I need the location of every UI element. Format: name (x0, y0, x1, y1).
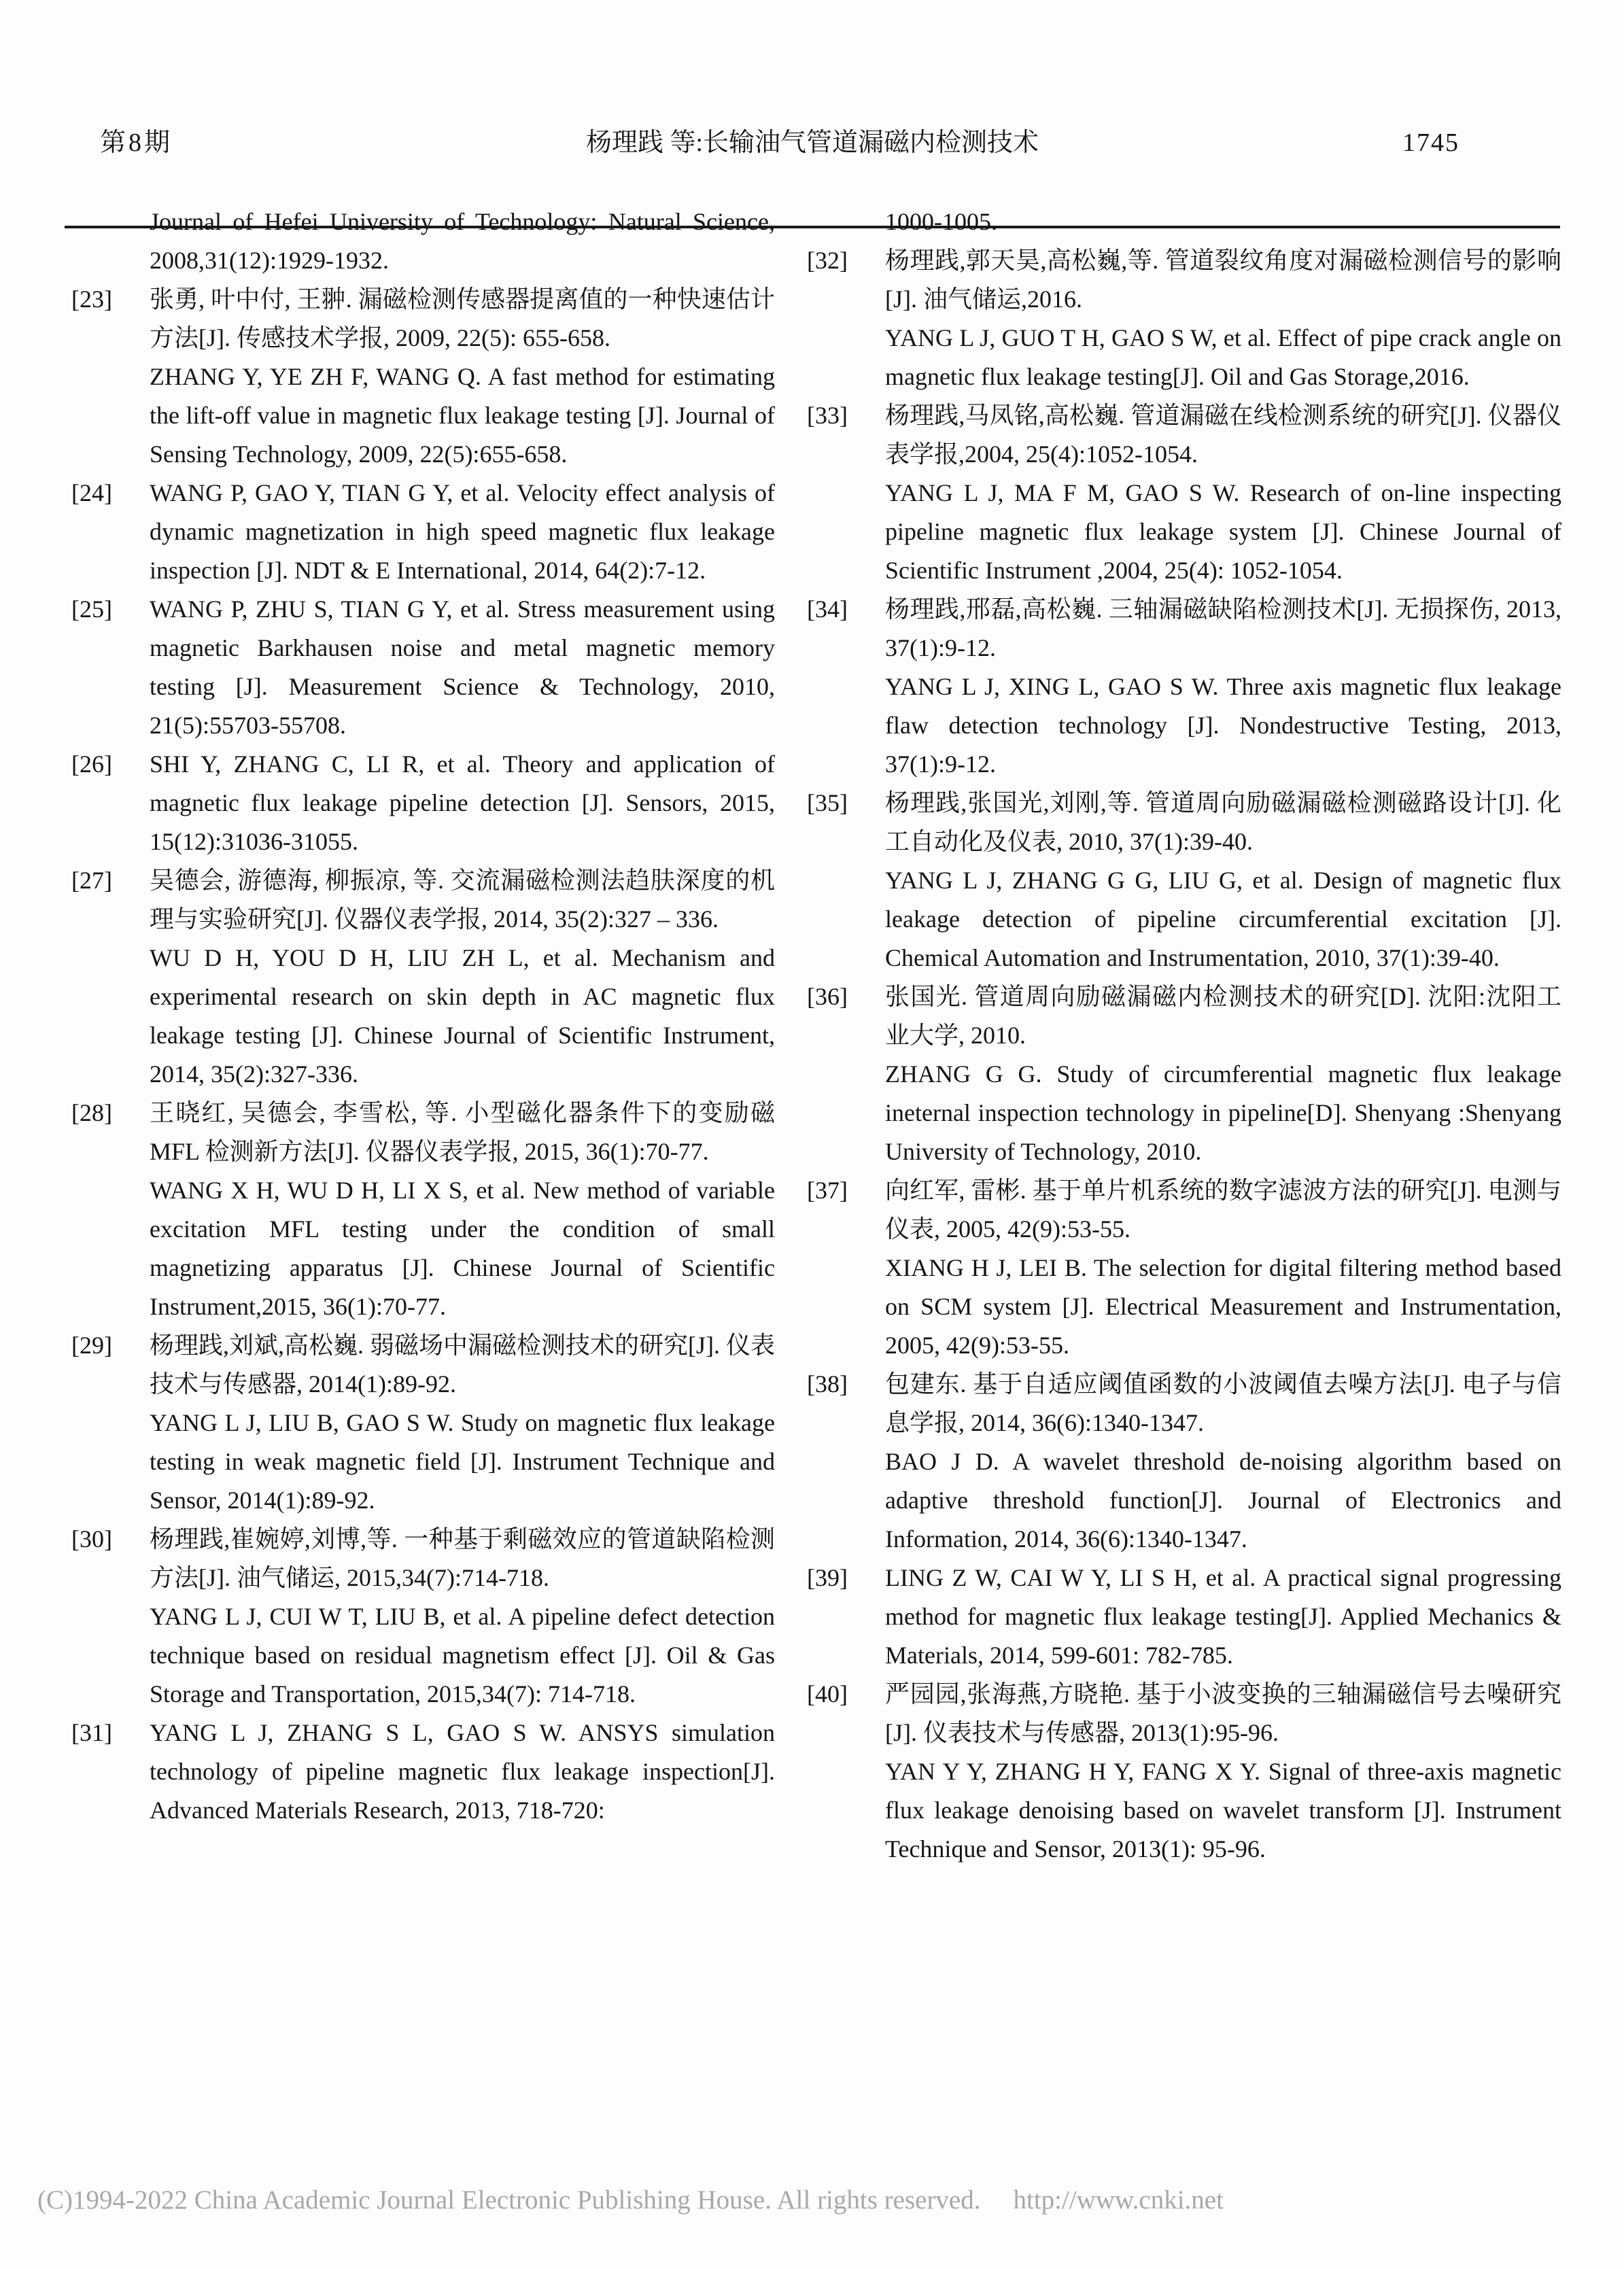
references-right-column (807, 203, 1561, 1869)
reference-text: SHI Y, ZHANG C, LI R, et al. Theory and application of magnetic flux leakage pipeline detection [J]. Sensors, 2015, 15(12):31036-31055. (150, 750, 775, 855)
reference-item (71, 1094, 775, 1326)
reference-text: 杨理践,马凤铭,高松巍. 管道漏磁在线检测系统的研究[J]. 仪器仪表学报,2004, 25(4):1052-1054. (885, 402, 1561, 468)
reference-text: WANG P, GAO Y, TIAN G Y, et al. Velocity effect analysis of dynamic magnetization in high speed magnetic flux leakage inspection [J]. NDT & E International, 2014, 64(2):7-12. (150, 479, 775, 584)
page-footer (37, 2183, 1587, 2217)
reference-text: YAN Y Y, ZHANG H Y, FANG X Y. Signal of three-axis magnetic flux leakage denoising based on wavelet transform [J]. Instrument Technique and Sensor, 2013(1): 95-96. (885, 1758, 1561, 1863)
reference-text: YANG L J, ZHANG G G, LIU G, et al. Design of magnetic flux leakage detection of pipeline circumferential excitation [J]. Chemical Automation and Instrumentation, 2010, 37(1):39-40. (885, 867, 1561, 971)
reference-item (71, 590, 775, 745)
reference-item (71, 203, 775, 280)
reference-number: [39] (807, 1564, 848, 1591)
reference-text: ZHANG Y, YE ZH F, WANG Q. A fast method for estimating the lift-off value in magnetic flux leakage testing [J]. Journal of Sensing Technology, 2009, 22(5):655-658. (150, 363, 775, 468)
reference-text: YANG L J, ZHANG S L, GAO S W. ANSYS simulation technology of pipeline magnetic flux leakage inspection[J]. Advanced Materials Research, 2013, 718-720: (150, 1719, 775, 1824)
reference-number: [37] (807, 1177, 848, 1204)
reference-item (807, 241, 1561, 396)
reference-text: 王晓红, 吴德会, 李雪松, 等. 小型磁化器条件下的变励磁 MFL 检测新方法[J]. 仪器仪表学报, 2015, 36(1):70-77. (150, 1099, 775, 1165)
page-number: 1745 (1402, 128, 1459, 157)
reference-number: [24] (71, 479, 112, 506)
reference-text: 张勇, 叶中付, 王翀. 漏磁检测传感器提离值的一种快速估计方法[J]. 传感技术学报, 2009, 22(5): 655-658. (150, 285, 775, 351)
reference-item (807, 590, 1561, 784)
reference-item (71, 861, 775, 1094)
reference-text: 张国光. 管道周向励磁漏磁内检测技术的研究[D]. 沈阳:沈阳工业大学, 2010. (885, 983, 1561, 1049)
reference-text: BAO J D. A wavelet threshold de-noising algorithm based on adaptive threshold function[J]. Journal of Electronics and Information, 2014, 36(6):1340-1347. (885, 1448, 1561, 1553)
reference-text: 包建东. 基于自适应阈值函数的小波阈值去噪方法[J]. 电子与信息学报, 2014, 36(6):1340-1347. (885, 1370, 1561, 1436)
reference-number: [36] (807, 983, 848, 1010)
reference-item (807, 784, 1561, 977)
reference-number: [27] (71, 867, 112, 894)
copyright-text: (C)1994-2022 China Academic Journal Electronic Publishing House. All rights reserved. (37, 2185, 981, 2215)
reference-number: [32] (807, 247, 848, 274)
reference-item (71, 280, 775, 474)
reference-number: [29] (71, 1332, 112, 1359)
reference-number: [40] (807, 1680, 848, 1708)
reference-text: WU D H, YOU D H, LIU ZH L, et al. Mechanism and experimental research on skin depth in AC magnetic flux leakage testing [J]. Chinese Journal of Scientific Instrument, 2014, 35(2):327-336. (150, 944, 775, 1088)
page-header (65, 124, 1560, 162)
reference-number: [28] (71, 1099, 112, 1126)
reference-text: YANG L J, XING L, GAO S W. Three axis magnetic flux leakage flaw detection technology [J]. Nondestructive Testing, 2013, 37(1):9-12. (885, 673, 1561, 778)
reference-text: 向红军, 雷彬. 基于单片机系统的数字滤波方法的研究[J]. 电测与仪表, 2005, 42(9):53-55. (885, 1177, 1561, 1243)
reference-item (807, 203, 1561, 241)
reference-item (807, 1171, 1561, 1365)
reference-text: XIANG H J, LEI B. The selection for digital filtering method based on SCM system [J]. Electrical Measurement and Instrumentation, 2005, 42(9):53-55. (885, 1254, 1561, 1359)
reference-text: WANG P, ZHU S, TIAN G Y, et al. Stress measurement using magnetic Barkhausen noise and metal magnetic memory testing [J]. Measurement Science & Technology, 2010, 21(5):55703-55708. (150, 595, 775, 739)
reference-item (807, 1559, 1561, 1675)
reference-number: [31] (71, 1719, 112, 1746)
reference-item (71, 745, 775, 861)
reference-number: [30] (71, 1525, 112, 1553)
reference-number: [33] (807, 402, 848, 429)
reference-text: 杨理践,邢磊,高松巍. 三轴漏磁缺陷检测技术[J]. 无损探伤, 2013, 37(1):9-12. (885, 595, 1561, 661)
reference-text: 杨理践,郭天昊,高松巍,等. 管道裂纹角度对漏磁检测信号的影响[J]. 油气储运,2016. (885, 247, 1561, 313)
reference-text: 杨理践,崔婉婷,刘博,等. 一种基于剩磁效应的管道缺陷检测方法[J]. 油气储运, 2015,34(7):714-718. (150, 1525, 775, 1591)
reference-item (807, 396, 1561, 590)
reference-text: YANG L J, MA F M, GAO S W. Research of on-line inspecting pipeline magnetic flux leakage system [J]. Chinese Journal of Scientific Instrument ,2004, 25(4): 1052-1054. (885, 479, 1561, 584)
reference-number: [26] (71, 750, 112, 778)
reference-item (71, 1520, 775, 1714)
reference-item (71, 1714, 775, 1830)
reference-item (807, 1675, 1561, 1869)
reference-text: 杨理践,张国光,刘刚,等. 管道周向励磁漏磁检测磁路设计[J]. 化工自动化及仪表, 2010, 37(1):39-40. (885, 789, 1561, 855)
reference-number: [35] (807, 789, 848, 816)
reference-item (71, 474, 775, 590)
reference-text: YANG L J, CUI W T, LIU B, et al. A pipeline defect detection technique based on residual magnetism effect [J]. Oil & Gas Storage and Transportation, 2015,34(7): 714-718. (150, 1603, 775, 1708)
reference-item (807, 1365, 1561, 1559)
reference-item (71, 1326, 775, 1520)
reference-text: 吴德会, 游德海, 柳振凉, 等. 交流漏磁检测法趋肤深度的机理与实验研究[J]. 仪器仪表学报, 2014, 35(2):327 – 336. (150, 867, 775, 933)
reference-text: WANG X H, WU D H, LI X S, et al. New method of variable excitation MFL testing under the condition of small magnetizing apparatus [J]. Chinese Journal of Scientific Instrument,2015, 36(1):70-77. (150, 1177, 775, 1320)
issue-label: 第8期 (100, 128, 173, 157)
reference-text: 严园园,张海燕,方晓艳. 基于小波变换的三轴漏磁信号去噪研究[J]. 仪表技术与传感器, 2013(1):95-96. (885, 1680, 1561, 1746)
reference-text: 1000-1005. (885, 208, 997, 235)
reference-number: [25] (71, 595, 112, 623)
reference-item (807, 977, 1561, 1171)
reference-text: 杨理践,刘斌,高松巍. 弱磁场中漏磁检测技术的研究[J]. 仪表技术与传感器, 2014(1):89-92. (150, 1332, 775, 1398)
reference-text: ZHANG G G. Study of circumferential magnetic flux leakage ineternal inspection technology in pipeline[D]. Shenyang :Shenyang University of Technology, 2010. (885, 1060, 1561, 1165)
reference-number: [23] (71, 285, 112, 313)
reference-text: YANG L J, GUO T H, GAO S W, et al. Effect of pipe crack angle on magnetic flux leakage testing[J]. Oil and Gas Storage,2016. (885, 324, 1561, 390)
references-left-column (71, 203, 775, 1830)
reference-text: LING Z W, CAI W Y, LI S H, et al. A practical signal progressing method for magnetic flux leakage testing[J]. Applied Mechanics & Materials, 2014, 599-601: 782-785. (885, 1564, 1561, 1669)
reference-number: [34] (807, 595, 848, 623)
reference-text: Journal of Hefei University of Technology: Natural Science, 2008,31(12):1929-1932. (150, 208, 775, 274)
reference-text: YANG L J, LIU B, GAO S W. Study on magnetic flux leakage testing in weak magnetic field [J]. Instrument Technique and Sensor, 2014(1):89-92. (150, 1409, 775, 1514)
running-title: 杨理践 等:长输油气管道漏磁内检测技术 (585, 128, 1039, 157)
cnki-url: http://www.cnki.net (1013, 2185, 1224, 2215)
reference-number: [38] (807, 1370, 848, 1398)
